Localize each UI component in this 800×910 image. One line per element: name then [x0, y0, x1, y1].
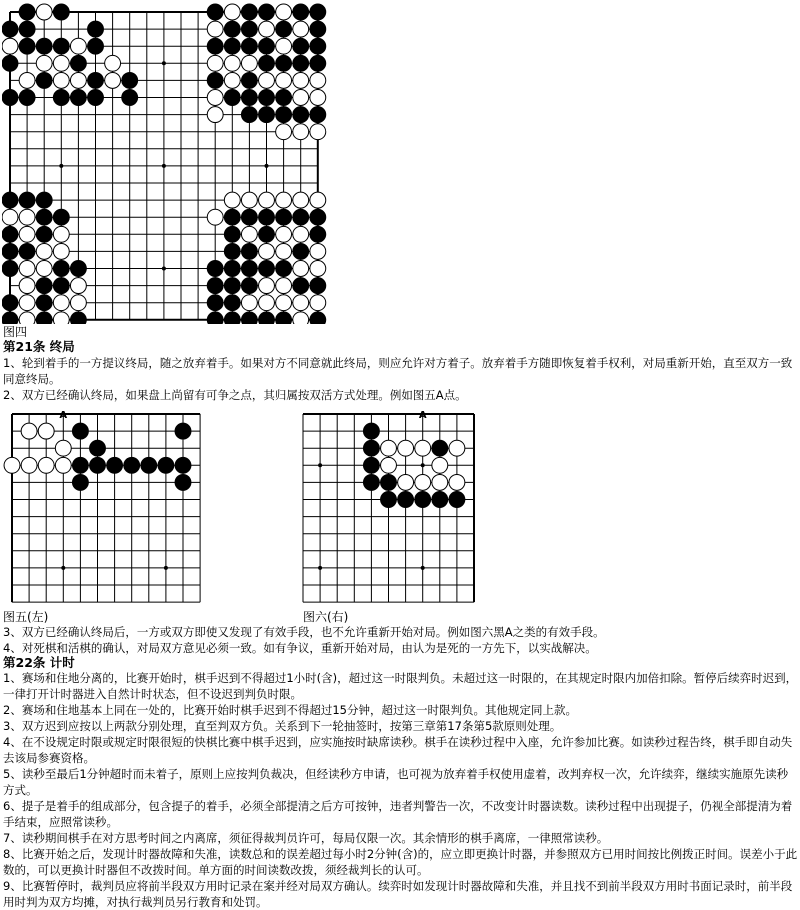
white-stone	[310, 295, 326, 311]
black-stone	[241, 38, 257, 54]
black-stone	[19, 4, 35, 20]
white-stone	[2, 38, 18, 54]
black-stone	[241, 72, 257, 88]
white-stone	[259, 243, 275, 259]
black-stone	[310, 209, 326, 225]
black-stone	[415, 492, 431, 508]
black-stone	[293, 243, 309, 259]
black-stone	[207, 278, 223, 294]
white-stone	[310, 90, 326, 106]
white-stone	[241, 192, 257, 208]
black-stone	[259, 90, 275, 106]
white-stone	[241, 295, 257, 311]
black-stone	[122, 90, 138, 106]
white-stone	[21, 423, 37, 439]
white-stone	[53, 226, 69, 242]
black-stone	[293, 38, 309, 54]
article-22-paragraph-1: 1、赛场和住地分离的，比赛开始时，棋手迟到不得超过1小时(含)，超过这一时限判负。未超过这一时限的，在其规定时限内加倍扣除。暂停后续弈时迟到，一律打开计时器进入自然计时状态，但不设迟到判负时限。	[3, 671, 798, 701]
black-stone	[36, 38, 52, 54]
star-point	[318, 463, 322, 467]
white-stone	[449, 474, 465, 490]
black-stone	[259, 261, 275, 277]
black-stone	[2, 243, 18, 259]
white-stone	[449, 440, 465, 456]
black-stone	[224, 90, 240, 106]
white-stone	[207, 90, 223, 106]
black-stone	[241, 107, 257, 123]
black-stone	[276, 209, 292, 225]
black-stone	[19, 21, 35, 37]
white-stone	[19, 278, 35, 294]
figure-6-caption: 图六(右)	[303, 610, 349, 624]
go-board-figure-4	[2, 2, 332, 324]
white-stone	[70, 295, 86, 311]
white-stone	[224, 4, 240, 20]
black-stone	[19, 90, 35, 106]
black-stone	[70, 90, 86, 106]
white-stone	[259, 278, 275, 294]
article-22-paragraph-2: 2、赛场和住地基本上同在一处的，比赛开始时棋手迟到不得超过15分钟，超过这一时限判负。其他规定同上款。	[3, 703, 577, 717]
black-stone	[72, 423, 88, 439]
black-stone	[363, 423, 379, 439]
black-stone	[432, 492, 448, 508]
point-a-label: A	[59, 410, 68, 421]
black-stone	[207, 261, 223, 277]
black-stone	[224, 261, 240, 277]
star-point	[162, 164, 166, 168]
black-stone	[2, 295, 18, 311]
white-stone	[105, 72, 121, 88]
article-22-paragraph-8: 8、比赛开始之后，发现计时器故障和失准，读数总和的误差超过每小时2分钟(含)的，应立即更换计时器，并参照双方已用时间按比例拨正时间。误差小于此数的，可以更换计时器但不改拨时间。单方面的时间读数改拨，须经裁判长的认可。	[3, 847, 798, 877]
article-21-paragraph-3: 3、双方已经确认终局后，一方或双方即使又发现了有效手段，也不允许重新开始对局。例如图六黑A之类的有效手段。	[3, 625, 605, 639]
black-stone	[363, 474, 379, 490]
star-point	[421, 463, 425, 467]
article-22-paragraph-9: 9、比赛暂停时，裁判员应将前半段双方用时记录在案并经对局双方确认。续弈时如发现计时器故障和失准，并且找不到前半段双方用时书面记录时，前半段用时判为双方均摊，对执行裁判员另行教育和处罚。	[3, 879, 793, 909]
black-stone	[175, 457, 191, 473]
black-stone	[36, 226, 52, 242]
black-stone	[363, 457, 379, 473]
black-stone	[259, 107, 275, 123]
black-stone	[224, 295, 240, 311]
black-stone	[310, 4, 326, 20]
white-stone	[259, 21, 275, 37]
black-stone	[53, 261, 69, 277]
black-stone	[310, 21, 326, 37]
white-stone	[207, 107, 223, 123]
white-stone	[276, 72, 292, 88]
black-stone	[310, 107, 326, 123]
white-stone	[293, 90, 309, 106]
white-stone	[224, 72, 240, 88]
white-stone	[241, 226, 257, 242]
black-stone	[70, 261, 86, 277]
article-22-paragraph-7: 7、读秒期间棋手在对方思考时间之内离席，须征得裁判员许可，每局仅限一次。其余情形的棋手离席，一律照常读秒。	[3, 831, 609, 845]
white-stone	[70, 38, 86, 54]
white-stone	[276, 226, 292, 242]
figure-5-caption: 图五(左)	[3, 610, 49, 624]
white-stone	[19, 312, 35, 324]
star-point	[265, 164, 269, 168]
white-stone	[38, 457, 54, 473]
star-point	[59, 164, 63, 168]
black-stone	[241, 278, 257, 294]
black-stone	[122, 72, 138, 88]
white-stone	[432, 474, 448, 490]
go-board-figure-6	[296, 402, 486, 608]
white-stone	[36, 243, 52, 259]
white-stone	[276, 124, 292, 140]
white-stone	[207, 55, 223, 71]
black-stone	[310, 55, 326, 71]
white-stone	[2, 209, 18, 225]
black-stone	[241, 21, 257, 37]
white-stone	[70, 278, 86, 294]
black-stone	[224, 21, 240, 37]
black-stone	[276, 261, 292, 277]
star-point	[164, 566, 168, 570]
black-stone	[224, 226, 240, 242]
black-stone	[241, 261, 257, 277]
black-stone	[19, 243, 35, 259]
black-stone	[310, 226, 326, 242]
black-stone	[53, 278, 69, 294]
black-stone	[224, 278, 240, 294]
black-stone	[241, 209, 257, 225]
black-stone	[432, 440, 448, 456]
black-stone	[72, 457, 88, 473]
white-stone	[53, 72, 69, 88]
white-stone	[293, 226, 309, 242]
white-stone	[53, 312, 69, 324]
black-stone	[276, 312, 292, 324]
black-stone	[310, 278, 326, 294]
black-stone	[53, 209, 69, 225]
black-stone	[36, 295, 52, 311]
board-grid	[12, 414, 200, 602]
black-stone	[88, 21, 104, 37]
black-stone	[19, 192, 35, 208]
white-stone	[19, 209, 35, 225]
white-stone	[381, 440, 397, 456]
black-stone	[36, 278, 52, 294]
black-stone	[241, 312, 257, 324]
black-stone	[36, 72, 52, 88]
white-stone	[276, 4, 292, 20]
black-stone	[398, 492, 414, 508]
article-22-paragraph-5: 5、读秒至最后1分钟超时而未着子，原则上应按判负裁决，但经读秒方申请，也可视为放弃着手权使用虚着，改判弃权一次，允许续弈，继续实施原先读秒方式。	[3, 767, 789, 797]
black-stone	[70, 55, 86, 71]
white-stone	[259, 295, 275, 311]
black-stone	[207, 312, 223, 324]
point-a-label: A	[418, 410, 427, 421]
black-stone	[259, 55, 275, 71]
white-stone	[259, 72, 275, 88]
black-stone	[276, 55, 292, 71]
black-stone	[141, 457, 157, 473]
white-stone	[398, 440, 414, 456]
white-stone	[36, 4, 52, 20]
white-stone	[293, 312, 309, 324]
white-stone	[398, 474, 414, 490]
star-point	[61, 566, 65, 570]
black-stone	[90, 457, 106, 473]
article-22-title: 第22条 计时	[3, 655, 75, 670]
white-stone	[19, 226, 35, 242]
black-stone	[53, 38, 69, 54]
white-stone	[259, 192, 275, 208]
black-stone	[158, 457, 174, 473]
white-stone	[293, 21, 309, 37]
white-stone	[415, 474, 431, 490]
white-stone	[276, 38, 292, 54]
black-stone	[293, 107, 309, 123]
black-stone	[88, 38, 104, 54]
black-stone	[124, 457, 140, 473]
black-stone	[175, 474, 191, 490]
star-point	[421, 566, 425, 570]
white-stone	[276, 278, 292, 294]
white-stone	[276, 243, 292, 259]
white-stone	[207, 21, 223, 37]
black-stone	[70, 312, 86, 324]
white-stone	[310, 261, 326, 277]
white-stone	[36, 261, 52, 277]
black-stone	[207, 38, 223, 54]
black-stone	[2, 226, 18, 242]
white-stone	[310, 243, 326, 259]
white-stone	[36, 55, 52, 71]
black-stone	[381, 474, 397, 490]
white-stone	[276, 295, 292, 311]
black-stone	[224, 38, 240, 54]
figure-4-caption: 图四	[3, 325, 28, 339]
white-stone	[310, 192, 326, 208]
black-stone	[449, 492, 465, 508]
black-stone	[224, 312, 240, 324]
black-stone	[241, 90, 257, 106]
black-stone	[207, 295, 223, 311]
black-stone	[224, 243, 240, 259]
article-21-title: 第21条 终局	[3, 339, 75, 354]
black-stone	[293, 278, 309, 294]
white-stone	[105, 55, 121, 71]
black-stone	[2, 55, 18, 71]
white-stone	[207, 209, 223, 225]
black-stone	[88, 90, 104, 106]
article-22-paragraph-3: 3、双方迟到应按以上两款分别处理，直至判双方负。关系到下一轮抽签时，按第三章第17条第5款原则处理。	[3, 719, 562, 733]
black-stone	[207, 72, 223, 88]
black-stone	[293, 209, 309, 225]
black-stone	[207, 4, 223, 20]
white-stone	[19, 72, 35, 88]
black-stone	[72, 474, 88, 490]
white-stone	[53, 55, 69, 71]
article-21-paragraph-2: 2、双方已经确认终局，如果盘上尚留有可争之点，其归属按双活方式处理。例如图五A点。	[3, 388, 467, 402]
black-stone	[381, 492, 397, 508]
black-stone	[175, 423, 191, 439]
white-stone	[310, 124, 326, 140]
black-stone	[276, 90, 292, 106]
white-stone	[55, 440, 71, 456]
white-stone	[293, 124, 309, 140]
black-stone	[2, 90, 18, 106]
white-stone	[293, 295, 309, 311]
article-21-paragraph-1: 1、轮到着手的一方提议终局，随之放弃着手。如果对方不同意就此终局，则应允许对方着子。放弃着手方随即恢复着手权利，对局重新开始，直至双方一致同意终局。	[3, 356, 793, 386]
black-stone	[90, 440, 106, 456]
black-stone	[19, 38, 35, 54]
white-stone	[293, 261, 309, 277]
white-stone	[70, 72, 86, 88]
star-point	[162, 61, 166, 65]
white-stone	[224, 55, 240, 71]
black-stone	[36, 209, 52, 225]
white-stone	[38, 423, 54, 439]
black-stone	[2, 21, 18, 37]
black-stone	[293, 4, 309, 20]
white-stone	[4, 457, 20, 473]
black-stone	[88, 72, 104, 88]
white-stone	[293, 72, 309, 88]
article-22-paragraph-4: 4、在不设规定时限或规定时限很短的快棋比赛中棋手迟到，应实施按时缺席读秒。棋手在读秒过程中入座，允许参加比赛。如读秒过程告终，棋手即自动失去该局参赛资格。	[3, 735, 793, 765]
black-stone	[53, 90, 69, 106]
article-21-paragraph-4: 4、对死棋和活棋的确认，对局双方意见必须一致。如有争议，重新开始对局，由认为是死的一方先下，以实战解决。	[3, 641, 597, 655]
white-stone	[53, 243, 69, 259]
black-stone	[259, 38, 275, 54]
black-stone	[36, 192, 52, 208]
black-stone	[259, 209, 275, 225]
black-stone	[259, 312, 275, 324]
white-stone	[241, 55, 257, 71]
black-stone	[310, 38, 326, 54]
black-stone	[241, 4, 257, 20]
black-stone	[107, 457, 123, 473]
black-stone	[241, 243, 257, 259]
black-stone	[259, 226, 275, 242]
white-stone	[310, 72, 326, 88]
black-stone	[259, 4, 275, 20]
white-stone	[432, 457, 448, 473]
black-stone	[36, 312, 52, 324]
white-stone	[381, 457, 397, 473]
black-stone	[276, 107, 292, 123]
white-stone	[19, 261, 35, 277]
white-stone	[415, 440, 431, 456]
white-stone	[19, 295, 35, 311]
black-stone	[2, 192, 18, 208]
white-stone	[55, 457, 71, 473]
black-stone	[2, 312, 18, 324]
black-stone	[363, 440, 379, 456]
white-stone	[53, 295, 69, 311]
white-stone	[21, 457, 37, 473]
black-stone	[53, 4, 69, 20]
white-stone	[293, 192, 309, 208]
star-point	[318, 566, 322, 570]
black-stone	[276, 21, 292, 37]
star-point	[162, 267, 166, 271]
white-stone	[224, 192, 240, 208]
black-stone	[2, 261, 18, 277]
black-stone	[310, 312, 326, 324]
article-22-paragraph-6: 6、提子是着手的组成部分，包含提子的着手，必须全部提清之后方可按钟，违者判警告一次，不改变计时器读数。读秒过程中出现提子，仍视全部提清为着手结束，应照常读秒。	[3, 799, 793, 829]
black-stone	[293, 55, 309, 71]
white-stone	[276, 192, 292, 208]
black-stone	[224, 209, 240, 225]
go-board-figure-5	[2, 402, 222, 608]
